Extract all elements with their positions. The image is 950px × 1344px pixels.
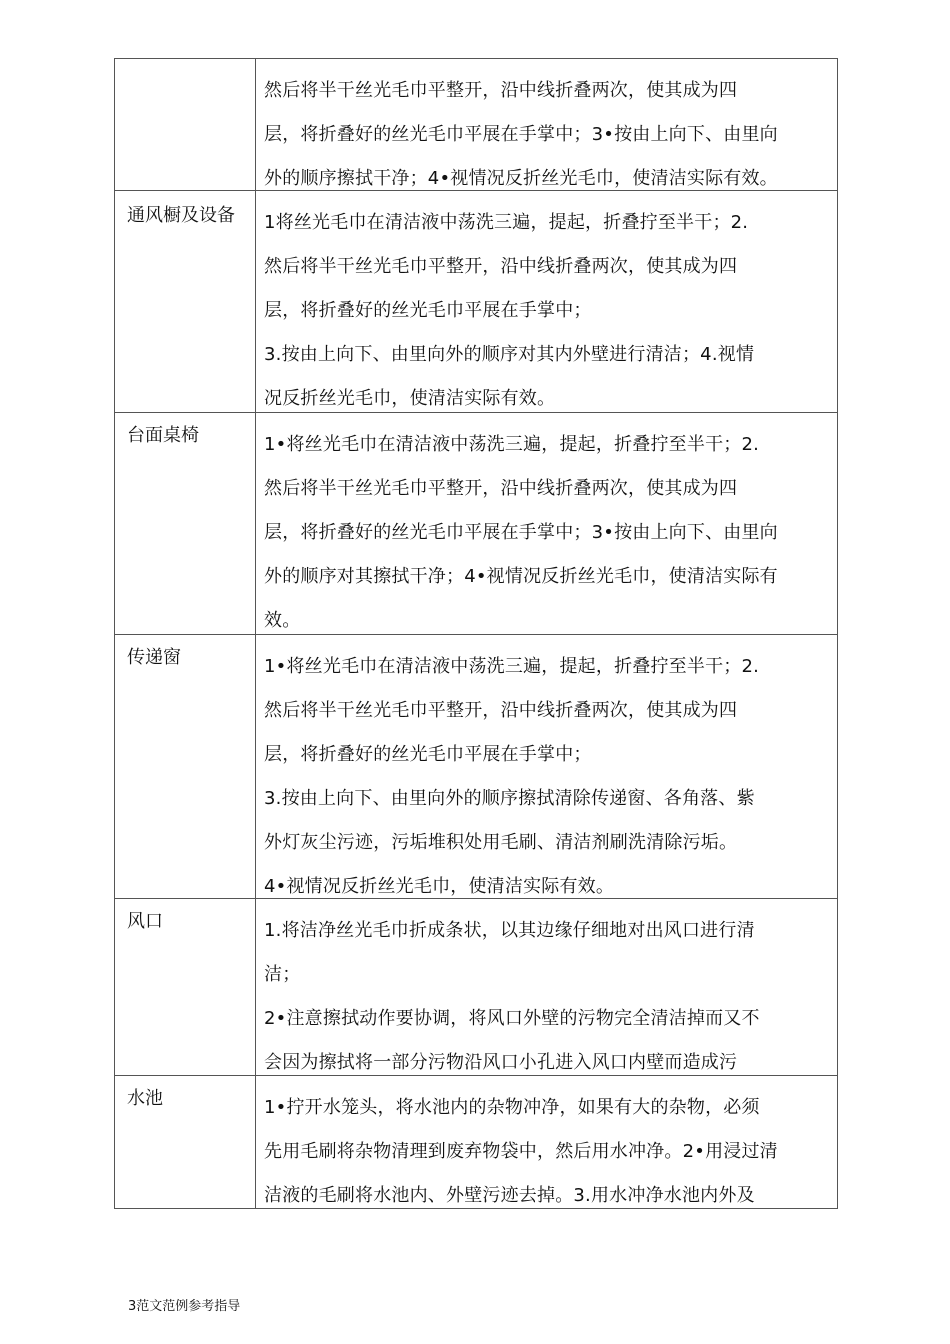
row-content <box>256 899 838 1075</box>
content-line: 层，将折叠好的丝光毛巾平展在手掌中； <box>264 300 592 321</box>
content-line: 4•视情况反折丝光毛巾，使清洁实际有效。 <box>264 876 615 897</box>
table-row <box>115 1076 838 1209</box>
table-row <box>115 191 838 413</box>
row-content <box>256 413 838 634</box>
content-line: 况反折丝光毛巾，使清洁实际有效。 <box>264 388 556 409</box>
content-line: 洁； <box>264 964 301 985</box>
content-line: 外的顺序擦拭干净；4•视情况反折丝光毛巾，使清洁实际有效。 <box>264 168 778 189</box>
table-row <box>115 59 838 191</box>
row-label <box>115 59 256 190</box>
content-line: 外的顺序对其擦拭干净；4•视情况反折丝光毛巾，使清洁实际有 <box>264 566 778 587</box>
content-line: 2•注意擦拭动作要协调，将风口外壁的污物完全清洁掉而又不 <box>264 1008 760 1029</box>
content-line: 1将丝光毛巾在清洁液中荡洗三遍，提起，折叠拧至半干；2. <box>264 212 749 233</box>
table-row <box>115 413 838 635</box>
content-line: 会因为擦拭将一部分污物沿风口小孔进入风口内壁而造成污 <box>264 1052 738 1073</box>
content-line: 然后将半干丝光毛巾平整开，沿中线折叠两次，使其成为四 <box>264 700 738 721</box>
content-line: 3.按由上向下、由里向外的顺序擦拭清除传递窗、各角落、紫 <box>264 788 755 809</box>
page-footer: 3范文范例参考指导 <box>128 1299 241 1314</box>
content-line: 外灯灰尘污迹，污垢堆积处用毛刷、清洁剂刷洗清除污垢。 <box>264 832 738 853</box>
row-content <box>256 59 838 190</box>
row-content <box>256 191 838 412</box>
content-line: 效。 <box>264 610 301 631</box>
content-line: 1•将丝光毛巾在清洁液中荡洗三遍，提起，折叠拧至半干；2. <box>264 656 760 677</box>
cleaning-procedure-table <box>114 58 838 1209</box>
row-label: 风口 <box>115 899 256 1075</box>
content-line: 然后将半干丝光毛巾平整开，沿中线折叠两次，使其成为四 <box>264 80 738 101</box>
table-row <box>115 899 838 1076</box>
row-label: 传递窗 <box>115 635 256 898</box>
content-line: 洁液的毛刷将水池内、外壁污迹去掉。3.用水冲净水池内外及 <box>264 1185 755 1206</box>
row-label: 水池 <box>115 1076 256 1208</box>
content-line: 层，将折叠好的丝光毛巾平展在手掌中；3•按由上向下、由里向 <box>264 124 778 145</box>
content-line: 层，将折叠好的丝光毛巾平展在手掌中；3•按由上向下、由里向 <box>264 522 778 543</box>
content-line: 1•将丝光毛巾在清洁液中荡洗三遍，提起，折叠拧至半干；2. <box>264 434 760 455</box>
content-line: 然后将半干丝光毛巾平整开，沿中线折叠两次，使其成为四 <box>264 478 738 499</box>
row-label: 台面桌椅 <box>115 413 256 634</box>
row-label: 通风橱及设备 <box>115 191 256 412</box>
content-line: 3.按由上向下、由里向外的顺序对其内外壁进行清洁；4.视情 <box>264 344 755 365</box>
content-line: 层，将折叠好的丝光毛巾平展在手掌中； <box>264 744 592 765</box>
table-row <box>115 635 838 899</box>
row-content <box>256 1076 838 1208</box>
content-line: 1.将洁净丝光毛巾折成条状，以其边缘仔细地对出风口进行清 <box>264 920 755 941</box>
content-line: 先用毛刷将杂物清理到废弃物袋中，然后用水冲净。2•用浸过清 <box>264 1141 778 1162</box>
content-line: 然后将半干丝光毛巾平整开，沿中线折叠两次，使其成为四 <box>264 256 738 277</box>
row-content <box>256 635 838 898</box>
content-line: 1•拧开水笼头，将水池内的杂物冲净，如果有大的杂物，必须 <box>264 1097 760 1118</box>
